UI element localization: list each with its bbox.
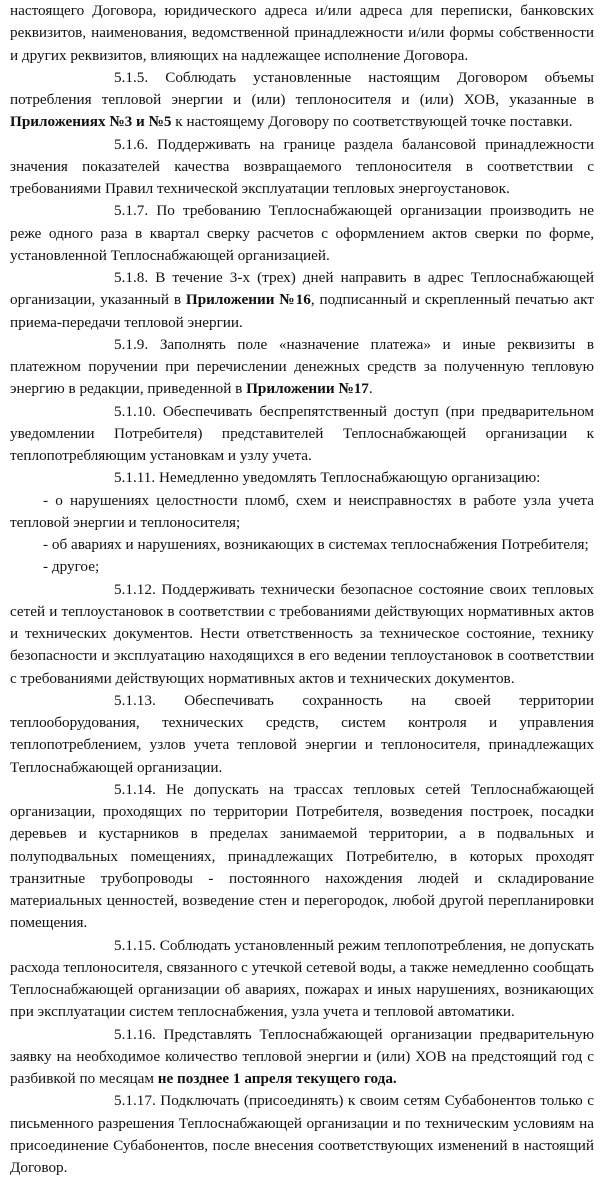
paragraph-518: [10, 267, 594, 334]
bold-reference: не позднее 1 апреля текущего года.: [157, 1070, 397, 1087]
clause-number: 5.1.17.: [114, 1092, 156, 1110]
paragraph-5111-a: [10, 490, 594, 535]
paragraph-5113: [10, 690, 594, 779]
clause-number: 5.1.11.: [114, 469, 156, 487]
clause-text: , подписанный и скрепленный печатью акт приема-передачи тепловой энергии.: [10, 291, 594, 331]
clause-text: - другое;: [43, 558, 100, 576]
paragraph-5112: [10, 579, 594, 690]
clause-number: 5.1.5.: [114, 68, 149, 86]
bold-reference: Приложении №17: [246, 380, 369, 398]
clause-text: Представлять Теплоснабжающей организации предварительную заявку на необходимое количество тепловой энергии и (или) ХОВ на предстоящий год с разбивкой по месяцам: [10, 1025, 594, 1087]
clause-text: Заполнять поле «назначение платежа» и иные реквизиты в платежном поручении при перечислении денежных средств за полученную тепловую энергию в редакции, приведенной в: [10, 335, 594, 398]
clause-number: 5.1.9.: [114, 335, 149, 353]
clause-text: Немедленно уведомлять Теплоснабжающую организацию:: [159, 469, 541, 487]
clause-text: - об авариях и нарушениях, возникающих в системах теплоснабжения Потребителя;: [43, 536, 589, 553]
clause-number: 5.1.14.: [114, 780, 156, 798]
clause-text: Подключать (присоединять) к своим сетям Субабонентов только с письменного разрешения Теплоснабжающей организации и по техническим условиям на присоединение Субабонентов, после внесения соответствующих изменений в настоящий Договор.: [10, 1092, 595, 1176]
clause-number: 5.1.16.: [114, 1025, 156, 1043]
clause-text: Поддерживать технически безопасное состояние своих тепловых сетей и теплоустановок в соответствии с требованиями действующих нормативных актов и технических документов. Нести ответственность за техническое состояние, технику безопасности и эксплуатацию находящихся в его ведении теплоустановок в соответствии с требованиями действующих нормативных актов и технических документов.: [10, 580, 594, 687]
clause-text: - о нарушениях целостности пломб, схем и неисправностях в работе узла учета тепловой энергии и теплоносителя;: [10, 491, 594, 531]
clause-text: Не допускать на трассах тепловых сетей Теплоснабжающей организации, проходящих по территории Потребителя, возведения построек, посадки деревьев и кустарников в пределах занимаемой территории, а в подвальных и полуподвальных помещениях, принадлежащих Потребителю, в которых проходят транзитные трубопроводы - постоянного нахождения людей и складирование материальных ценностей, возведение стен и перегородок, любой другой перепланировки помещения.: [10, 780, 594, 932]
clause-text: Обеспечивать сохранность на своей территории теплооборудования, технических средств, систем контроля и управления теплопотреблением, узлов учета тепловой энергии и теплоносителя, принадлежащих Теплоснабжающей организации.: [10, 691, 594, 776]
clause-text: По требованию Теплоснабжающей организации производить не реже одного раза в квартал сверку расчетов с оформлением актов сверки по форме, установленной Теплоснабжающей организацией.: [10, 202, 595, 264]
bold-reference: Приложении №16: [185, 291, 311, 309]
paragraph-5114: [10, 779, 594, 935]
clause-text: Поддерживать на границе раздела балансовой принадлежности значения показателей качества возвращаемого теплоносителя в соответствии с требованиями Правил технической эксплуатации тепловых энергоустановок.: [10, 135, 595, 197]
clause-text: к настоящему Договору по соответствующей точке поставки.: [171, 113, 573, 131]
paragraph-519: [10, 334, 594, 401]
paragraph-cont: [10, 0, 594, 67]
clause-number: 5.1.6.: [114, 135, 149, 153]
paragraph-5111-b: [10, 534, 594, 556]
paragraph-5111: [10, 467, 594, 489]
document-page: [10, 0, 594, 1179]
clause-text: Соблюдать установленные настоящим Договором объемы потребления тепловой энергии и (или) теплоносителя и (или) ХОВ, указанные в: [10, 68, 594, 108]
paragraph-5116: [10, 1024, 594, 1091]
clause-number: 5.1.8.: [114, 269, 149, 286]
clause-text: .: [368, 380, 373, 398]
paragraph-5115: [10, 935, 594, 1024]
clause-number: 5.1.7.: [114, 202, 149, 220]
clause-text: настоящего Договора, юридического адреса и/или адреса для переписки, банковских реквизитов, наименования, ведомственной принадлежности и/или формы собственности и других реквизитов, влияющих на надлежащее исполнение Договора.: [10, 2, 594, 64]
paragraph-5111-c: [10, 556, 594, 578]
bold-reference: Приложениях №3 и №5: [10, 113, 172, 131]
paragraph-5117: [10, 1090, 594, 1179]
paragraph-517: [10, 200, 594, 267]
clause-text: Обеспечивать беспрепятственный доступ (при предварительном уведомлении Потребителя) представителей Теплоснабжающей организации к теплопотребляющим установкам и узлу учета.: [10, 402, 594, 464]
clause-number: 5.1.15.: [114, 936, 156, 954]
paragraph-515: [10, 67, 594, 134]
paragraph-516: [10, 134, 594, 201]
paragraph-5110: [10, 401, 594, 468]
clause-number: 5.1.13.: [114, 691, 156, 709]
clause-number: 5.1.10.: [114, 402, 156, 420]
clause-number: 5.1.12.: [114, 580, 156, 598]
clause-text: Соблюдать установленный режим теплопотребления, не допускать расхода теплоносителя, связанного с утечкой сетевой воды, а также немедленно сообщать Теплоснабжающей организации об авариях, пожарах и иных нарушениях, возникающих при эксплуатации систем теплоснабжения, узла учета и тепловой автоматики.: [10, 936, 594, 1021]
clause-text: В течение 3-х (трех) дней направить в адрес Теплоснабжающей организации, указанный в: [10, 269, 594, 309]
